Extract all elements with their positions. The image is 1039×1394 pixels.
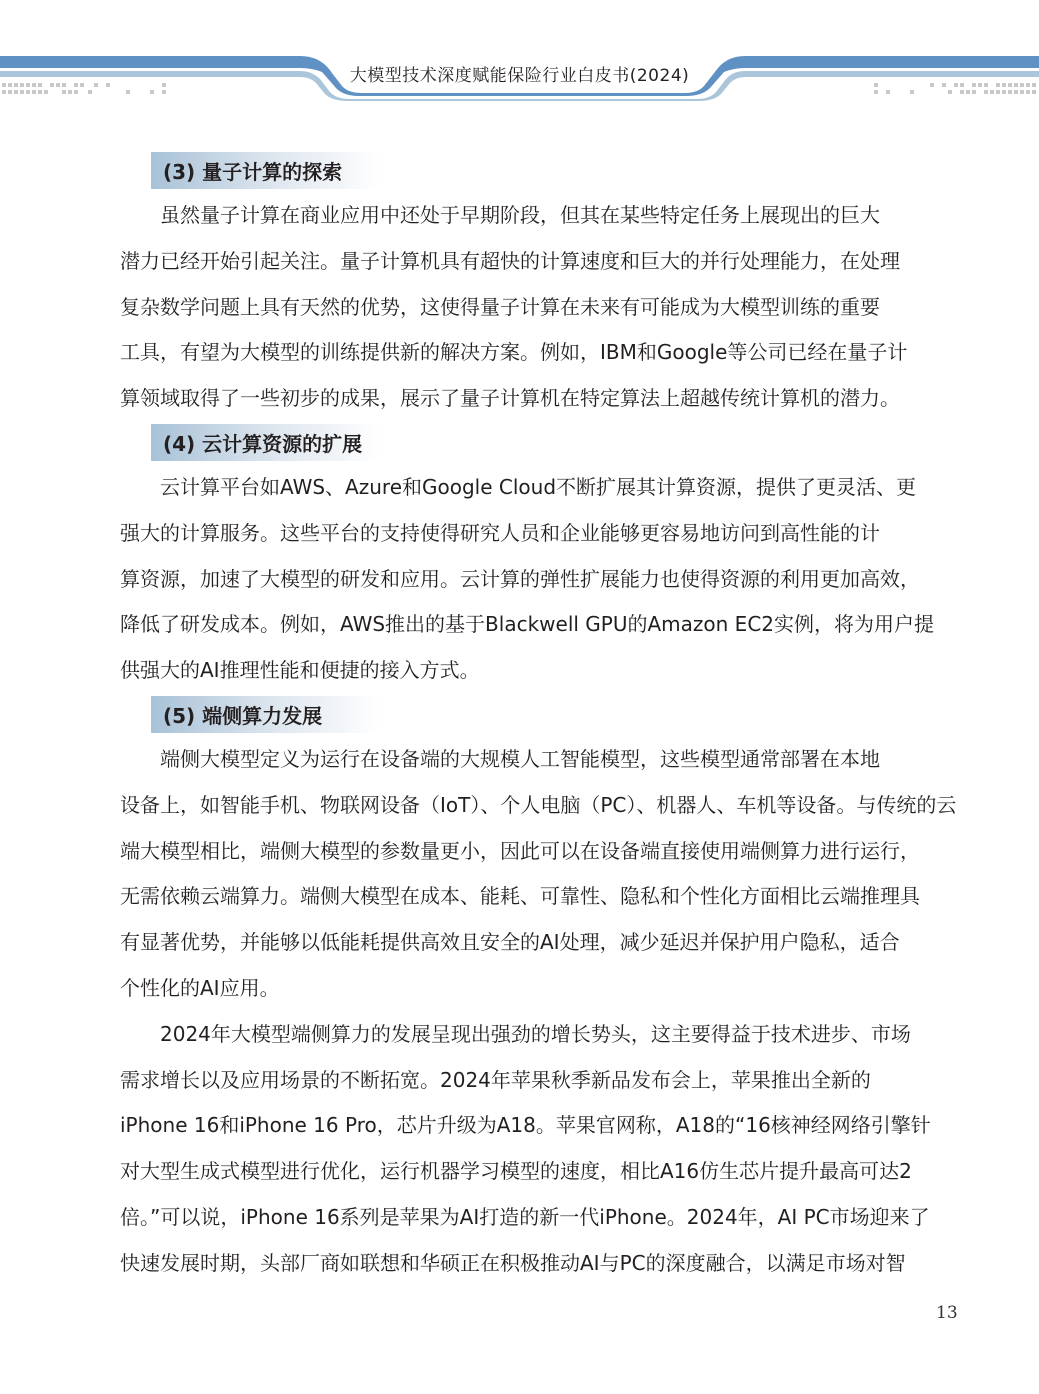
text-line: 算领域取得了一些初步的成果，展示了量子计算机在特定算法上超越传统计算机的潜力。 [120, 386, 900, 411]
text-line: 强大的计算服务。这些平台的支持使得研究人员和企业能够更容易地访问到高性能的计 [120, 520, 880, 545]
paragraph [120, 737, 957, 1012]
text-line: 复杂数学问题上具有天然的优势，这使得量子计算在未来有可能成为大模型训练的重要 [120, 294, 880, 319]
text-line: 端侧大模型定义为运行在设备端的大规模人工智能模型，这些模型通常部署在本地 [160, 746, 880, 771]
section-heading-quantum: (3) 量子计算的探索 [151, 152, 381, 189]
header-decoration-icon [0, 0, 1039, 110]
text-line: 降低了研发成本。例如，AWS推出的基于Blackwell GPU的Amazon EC2实例，将为用户提 [120, 612, 935, 637]
text-line: 工具，有望为大模型的训练提供新的解决方案。例如，IBM和Google等公司已经在量子计 [120, 340, 908, 365]
page-content [120, 150, 957, 1287]
text-line: 2024年大模型端侧算力的发展呈现出强劲的增长势头，这主要得益于技术进步、市场 [160, 1021, 911, 1046]
text-line: iPhone 16和iPhone 16 Pro，芯片升级为A18。苹果官网称，A18的“16核神经网络引擎针 [120, 1113, 931, 1138]
text-line: 云计算平台如AWS、Azure和Google Cloud不断扩展其计算资源，提供了更灵活、更 [160, 474, 917, 499]
paragraph [120, 465, 935, 694]
text-line: 设备上，如智能手机、物联网设备（IoT）、个人电脑（PC）、机器人、车机等设备。与传统的云 [120, 792, 957, 817]
text-line: 个性化的AI应用。 [120, 975, 280, 1000]
document-title: 大模型技术深度赋能保险行业白皮书(2024) [349, 66, 690, 86]
text-line: 无需依赖云端算力。端侧大模型在成本、能耗、可靠性、隐私和个性化方面相比云端推理具 [120, 884, 920, 909]
section-heading-edge: (5) 端侧算力发展 [151, 696, 381, 733]
page-number: 13 [936, 1303, 958, 1323]
text-line: 倍。”可以说，iPhone 16系列是苹果为AI打造的新一代iPhone。2024年，AI PC市场迎来了 [120, 1204, 930, 1229]
text-line: 快速发展时期，头部厂商如联想和华硕正在积极推动AI与PC的深度融合，以满足市场对智 [120, 1250, 906, 1275]
text-line: 端大模型相比，端侧大模型的参数量更小，因此可以在设备端直接使用端侧算力进行运行， [120, 838, 920, 863]
text-line: 需求增长以及应用场景的不断拓宽。2024年苹果秋季新品发布会上，苹果推出全新的 [120, 1067, 871, 1092]
text-line: 供强大的AI推理性能和便捷的接入方式。 [120, 658, 480, 683]
text-line: 对大型生成式模型进行优化，运行机器学习模型的速度，相比A16仿生芯片提升最高可达2 [120, 1159, 912, 1184]
paragraph [120, 193, 920, 422]
text-line: 潜力已经开始引起关注。量子计算机具有超快的计算速度和巨大的并行处理能力，在处理 [120, 248, 900, 273]
text-line: 虽然量子计算在商业应用中还处于早期阶段，但其在某些特定任务上展现出的巨大 [160, 203, 880, 227]
page-header [0, 0, 1039, 110]
text-line: 算资源，加速了大模型的研发和应用。云计算的弹性扩展能力也使得资源的利用更加高效， [120, 566, 920, 591]
text-line: 有显著优势，并能够以低能耗提供高效且安全的AI处理，减少延迟并保护用户隐私，适合 [120, 930, 900, 955]
section-heading-cloud: (4) 云计算资源的扩展 [151, 424, 381, 461]
paragraph [120, 1012, 931, 1287]
